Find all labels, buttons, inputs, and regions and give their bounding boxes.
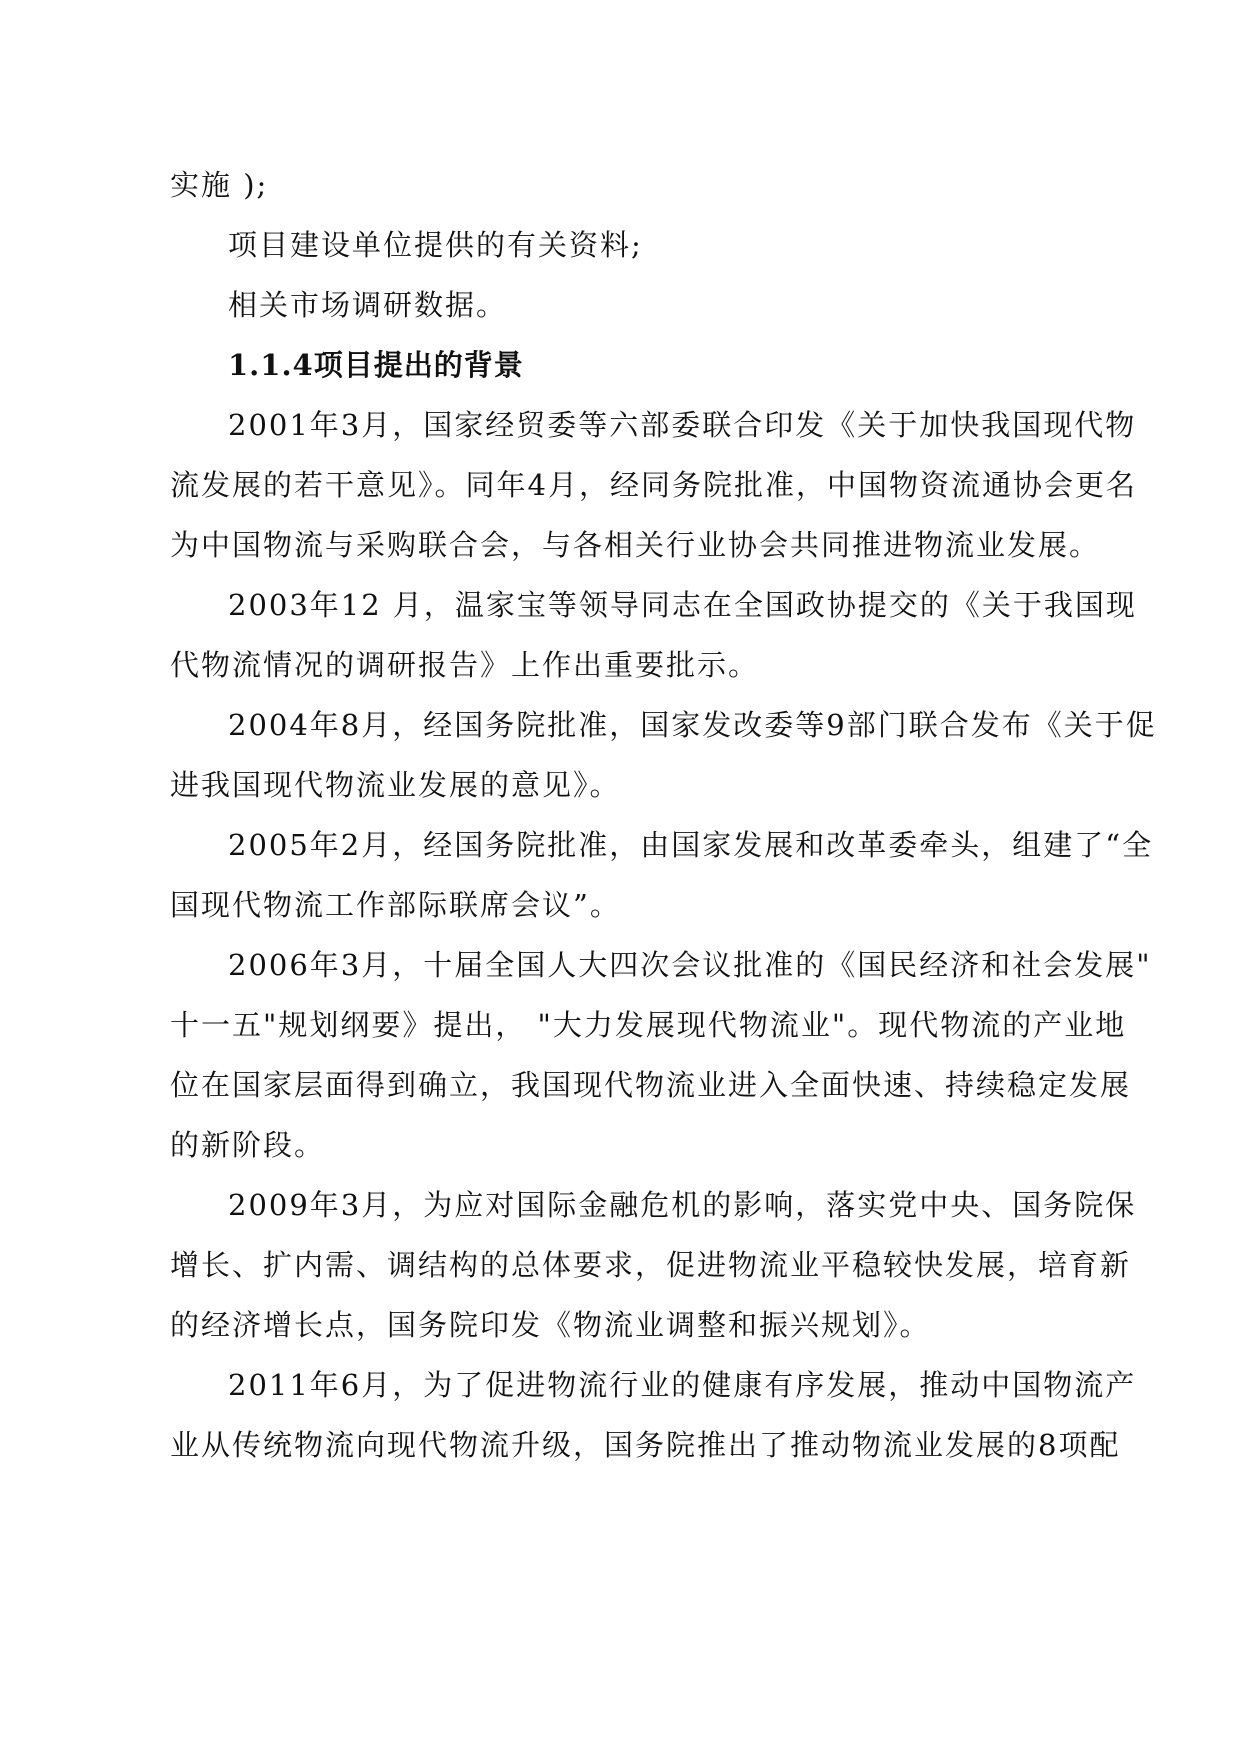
text-line: 2003年12 月，温家宝等领导同志在全国政协提交的《关于我国现 xyxy=(228,588,1137,622)
text-line: 位在国家层面得到确立，我国现代物流业进入全面快速、持续稳定发展 xyxy=(170,1068,1132,1102)
text-line: 流发展的若干意见》。同年4月，经同务院批准，中国物资流通协会更名 xyxy=(170,468,1137,502)
text-line: 2009年3月，为应对国际金融危机的影响，落实党中央、国务院保 xyxy=(228,1188,1137,1222)
text-line: 相关市场调研数据。 xyxy=(228,288,508,322)
text-line: 国现代物流工作部际联席会议”。 xyxy=(170,888,621,922)
text-line: 增长、扩内需、调结构的总体要求，促进物流业平稳较快发展，培育新 xyxy=(170,1248,1132,1282)
text-line: 进我国现代物流业发展的意见》。 xyxy=(170,768,621,802)
text-line: 业从传统物流向现代物流升级，国务院推出了推动物流业发展的8项配 xyxy=(170,1428,1121,1462)
text-line: 2011年6月，为了促进物流行业的健康有序发展，推动中国物流产 xyxy=(228,1368,1137,1402)
text-line: 2001年3月，国家经贸委等六部委联合印发《关于加快我国现代物 xyxy=(228,408,1137,442)
text-line: 为中国物流与采购联合会，与各相关行业协会共同推进物流业发展。 xyxy=(170,528,1101,562)
text-line: 的新阶段。 xyxy=(170,1128,326,1162)
text-line: 2006年3月，十届全国人大四次会议批准的《国民经济和社会发展" xyxy=(228,948,1152,982)
text-line: 的经济增长点，国务院印发《物流业调整和振兴规划》。 xyxy=(170,1308,931,1342)
text-line: 十一五"规划纲要》提出， "大力发展现代物流业"。现代物流的产业地 xyxy=(170,1008,1127,1042)
text-line: 2004年8月，经国务院批准，国家发改委等9部门联合发布《关于促 xyxy=(228,708,1157,742)
text-line: 实施 ); xyxy=(170,168,269,202)
section-heading: 1.1.4项目提出的背景 xyxy=(228,348,524,382)
document-body xyxy=(170,155,1157,1475)
text-line: 2005年2月，经国务院批准，由国家发展和改革委牵头，组建了“全 xyxy=(228,828,1154,862)
text-line: 代物流情况的调研报告》上作出重要批示。 xyxy=(170,648,760,682)
text-line: 项目建设单位提供的有关资料; xyxy=(228,228,643,262)
